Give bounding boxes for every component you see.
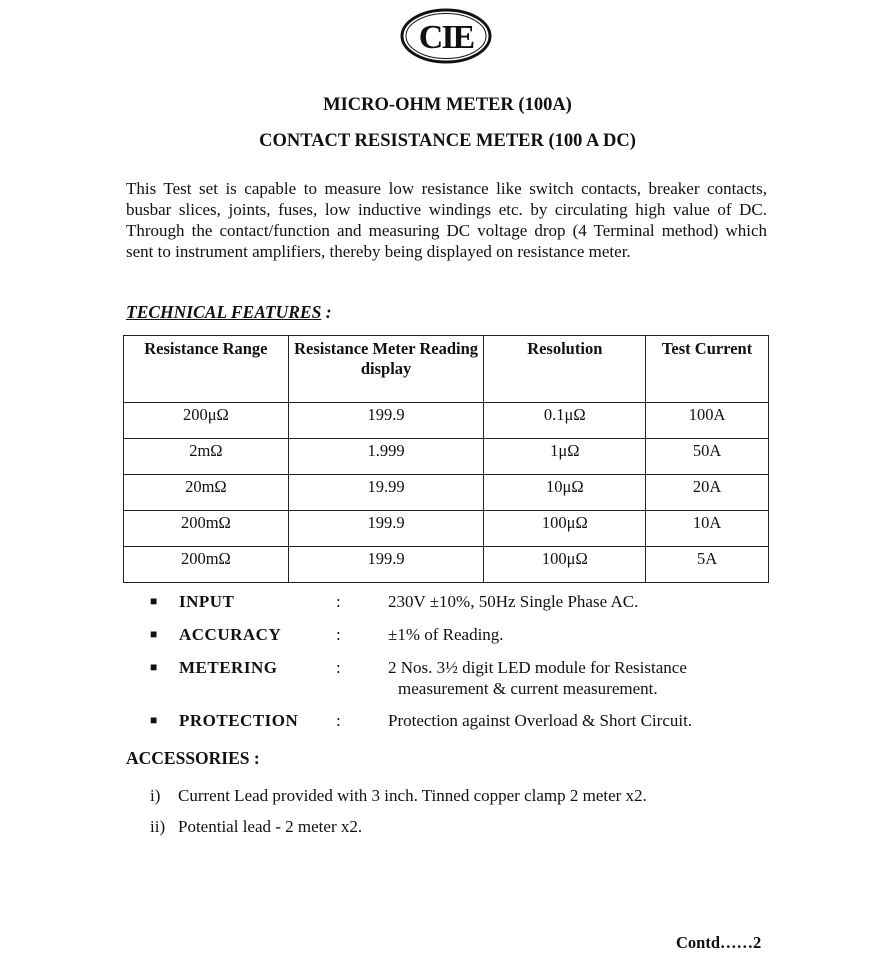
features-heading-text: TECHNICAL FEATURES xyxy=(126,302,322,322)
bullet-icon: ■ xyxy=(150,627,158,641)
table-row xyxy=(124,511,769,547)
spec-label: INPUT xyxy=(179,592,235,611)
features-heading xyxy=(126,302,332,323)
logo-text: CIE xyxy=(418,19,474,56)
cell-reading: 199.9 xyxy=(288,511,484,547)
table-row xyxy=(124,475,769,511)
cell-range: 200μΩ xyxy=(124,403,289,439)
spec-separator: : xyxy=(336,711,341,730)
cell-resolution: 10μΩ xyxy=(484,475,646,511)
cell-resolution: 1μΩ xyxy=(484,439,646,475)
header-resistance-range: Resistance Range xyxy=(124,336,289,403)
spec-label: ACCURACY xyxy=(179,625,282,644)
spec-label: PROTECTION xyxy=(179,711,299,730)
cell-range: 20mΩ xyxy=(124,475,289,511)
cell-range: 2mΩ xyxy=(124,439,289,475)
cell-reading: 199.9 xyxy=(288,403,484,439)
spec-separator: : xyxy=(336,592,341,611)
cell-reading: 199.9 xyxy=(288,547,484,583)
cell-resolution: 0.1μΩ xyxy=(484,403,646,439)
accessory-text: Potential lead - 2 meter x2. xyxy=(178,817,363,836)
table-row xyxy=(124,547,769,583)
cell-resolution: 100μΩ xyxy=(484,511,646,547)
cell-current: 20A xyxy=(646,475,769,511)
cie-logo xyxy=(400,8,492,64)
accessories-heading: ACCESSORIES : xyxy=(126,748,260,768)
table-header-row xyxy=(124,336,769,403)
cell-resolution: 100μΩ xyxy=(484,547,646,583)
spec-value: ±1% of Reading. xyxy=(388,625,504,644)
accessory-item xyxy=(150,786,647,806)
table-row xyxy=(124,403,769,439)
accessory-number: ii) xyxy=(150,817,166,836)
accessory-item xyxy=(150,817,362,837)
header-resolution: Resolution xyxy=(484,336,646,403)
cell-range: 200mΩ xyxy=(124,547,289,583)
table-row xyxy=(124,439,769,475)
spec-value: 2 Nos. 3½ digit LED module for Resistance xyxy=(388,658,687,677)
cell-current: 100A xyxy=(646,403,769,439)
cell-current: 50A xyxy=(646,439,769,475)
header-reading-display: Resistance Meter Reading display xyxy=(288,336,484,403)
continued-footer: Contd……2 xyxy=(676,933,762,952)
bullet-icon: ■ xyxy=(150,713,158,727)
page-subtitle: CONTACT RESISTANCE METER (100 A DC) xyxy=(259,131,636,151)
cell-range: 200mΩ xyxy=(124,511,289,547)
accessory-text: Current Lead provided with 3 inch. Tinned copper clamp 2 meter x2. xyxy=(178,786,647,805)
cell-current: 10A xyxy=(646,511,769,547)
bullet-icon: ■ xyxy=(150,660,158,674)
header-test-current: Test Current xyxy=(646,336,769,403)
bullet-icon: ■ xyxy=(150,594,158,608)
cell-reading: 1.999 xyxy=(288,439,484,475)
page-title: MICRO-OHM METER (100A) xyxy=(323,95,572,115)
intro-paragraph: This Test set is capable to measure low resistance like switch contacts, breaker contacts, busbar slices, joints, fuses, low inductive windings etc. by circulating high value of DC. Through the contact/function and measuring DC voltage drop (4 Terminal method) which sent to instrument amplifiers, thereby being displayed on resistance meter. xyxy=(126,179,767,261)
spec-value-continued: measurement & current measurement. xyxy=(398,679,658,698)
spec-label: METERING xyxy=(179,658,278,677)
features-heading-suffix: : xyxy=(321,302,332,322)
spec-separator: : xyxy=(336,625,341,644)
cell-reading: 19.99 xyxy=(288,475,484,511)
spec-table xyxy=(123,335,769,583)
spec-separator: : xyxy=(336,658,341,677)
spec-value: Protection against Overload & Short Circuit. xyxy=(388,711,693,730)
cell-current: 5A xyxy=(646,547,769,583)
spec-value: 230V ±10%, 50Hz Single Phase AC. xyxy=(388,592,639,611)
accessory-number: i) xyxy=(150,786,161,805)
